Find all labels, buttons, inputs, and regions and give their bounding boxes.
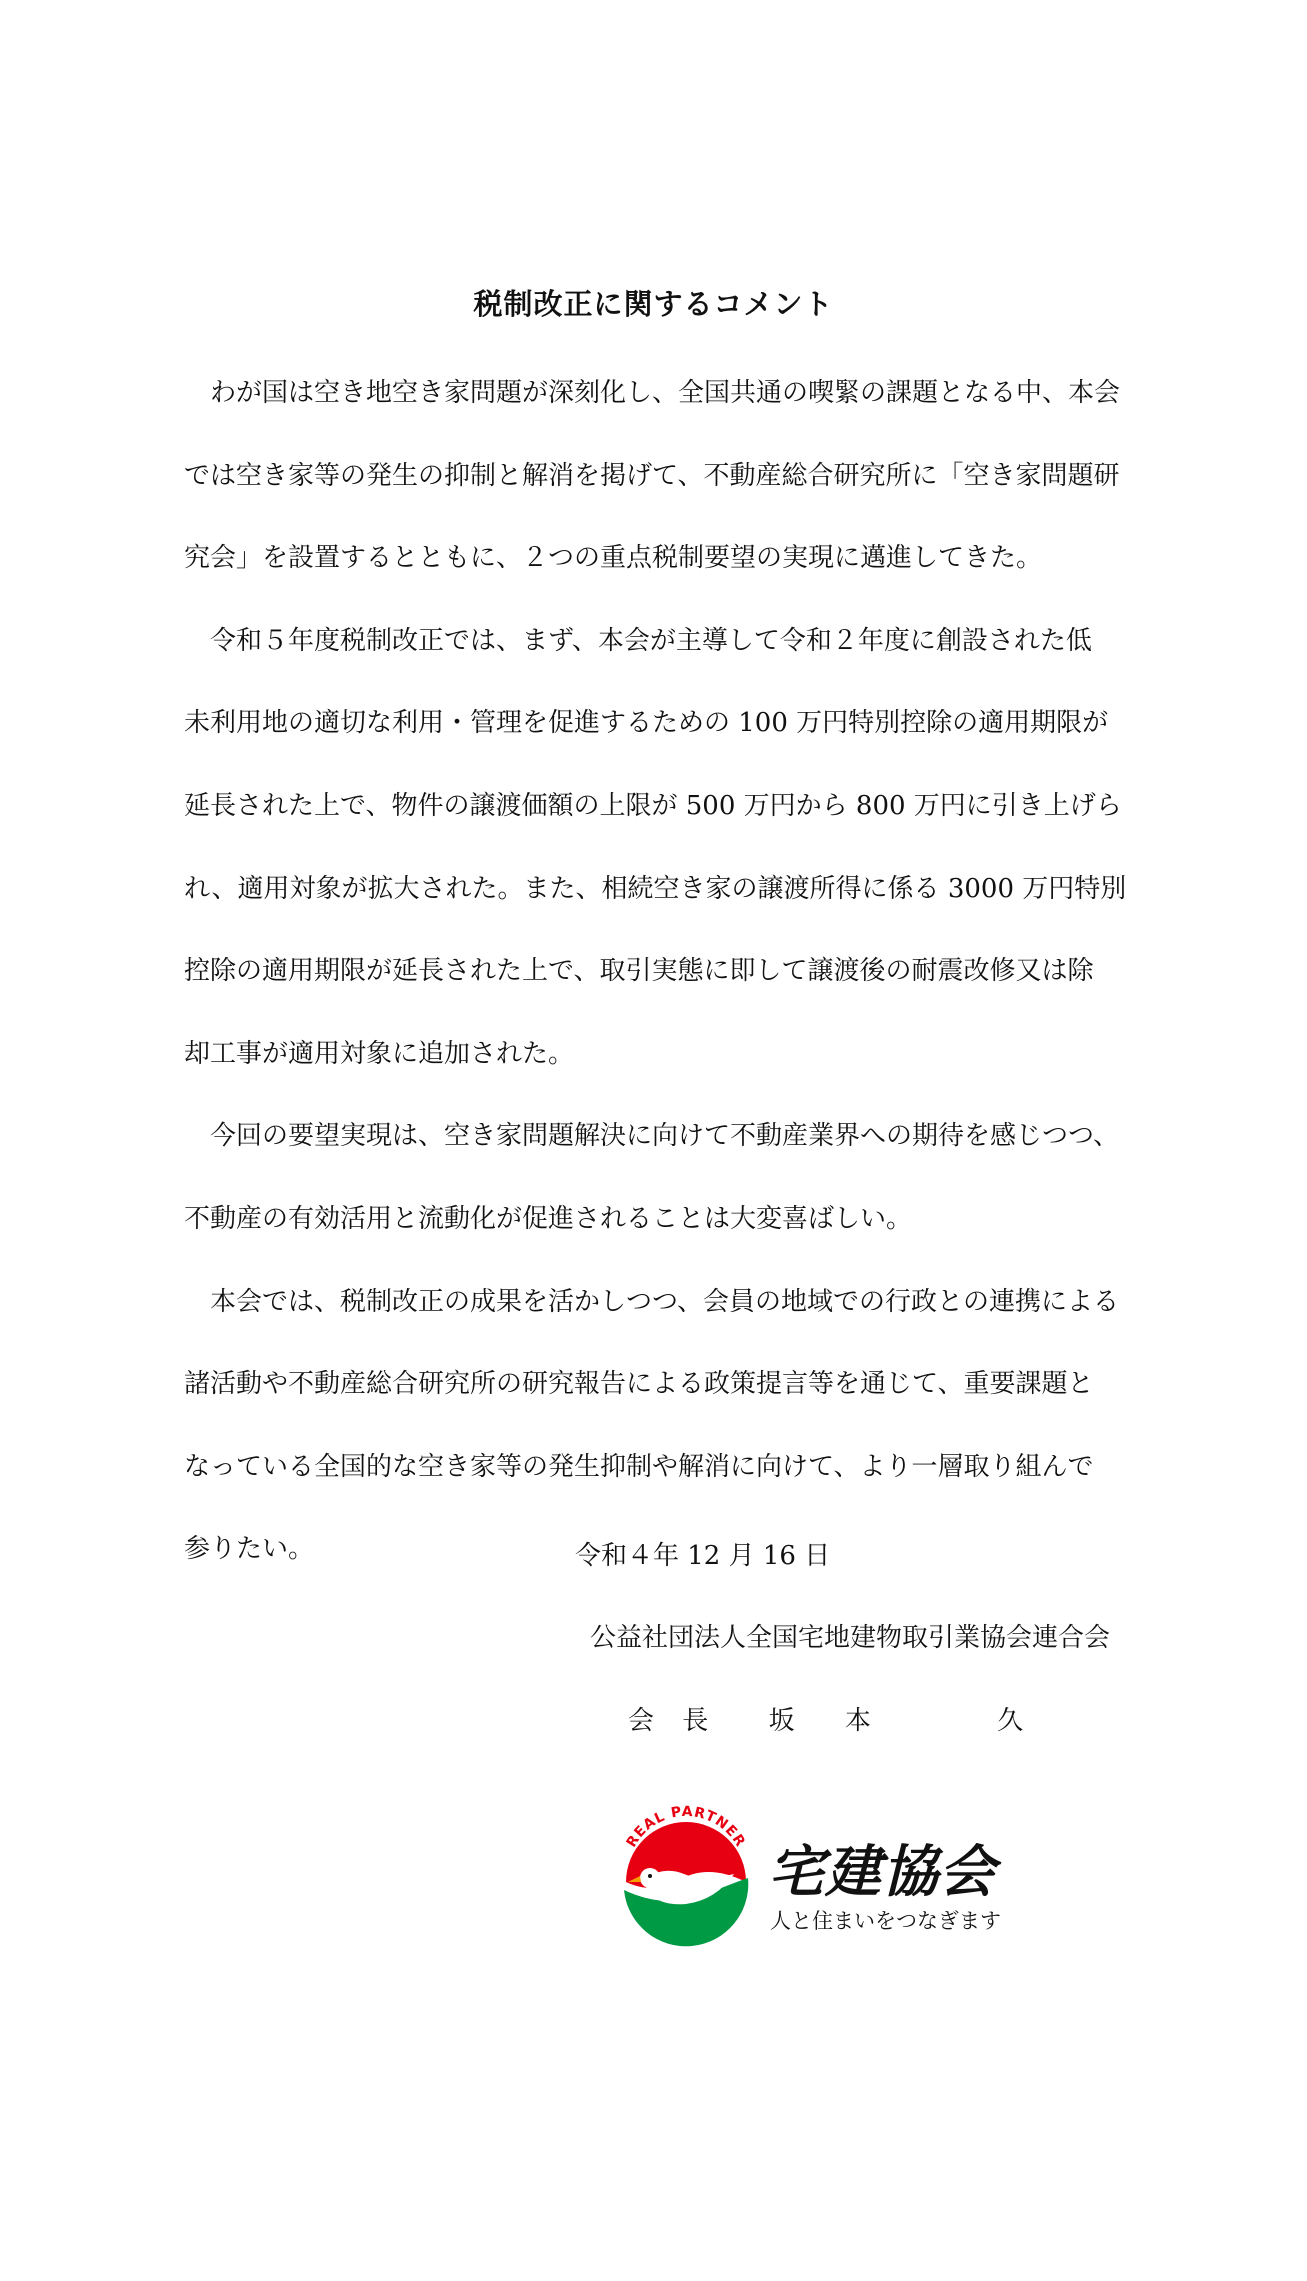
document-body — [184, 352, 1127, 1591]
text-line: わが国は空き地空き家問題が深刻化し、全国共通の喫緊の課題となる中、本会 — [210, 378, 1121, 408]
organization-name: 公益社団法人全国宅地建物取引業協会連合会 — [590, 1623, 1111, 1653]
logo-tagline: 人と住まいをつなぎます — [770, 1909, 1001, 1933]
logo-bird-eye — [648, 1874, 652, 1878]
document-title: 税制改正に関するコメント — [473, 287, 834, 321]
paragraph-3 — [184, 1095, 1124, 1260]
logo-name: 宅建協会 — [768, 1840, 996, 1905]
president-name-char: 坂 — [768, 1706, 795, 1736]
text-line: 本会では、税制改正の成果を活かしつつ、会員の地域での行政との連携による — [210, 1286, 1119, 1317]
text-line: 不動産の有効活用と流動化が促進されることは大変喜ばしい。 — [184, 1203, 913, 1234]
bird-logo-icon — [606, 1782, 766, 1962]
logo-arc-text: REAL PARTNER — [623, 1803, 749, 1851]
text-line: れ、適用対象が拡大された。また、相続空き家の譲渡所得に係る 3000 万円特別 — [184, 873, 1127, 904]
paragraph-2 — [184, 600, 1127, 1096]
president-role-char: 会 — [628, 1706, 655, 1736]
text-line: 参りたい。 — [184, 1534, 315, 1565]
text-line: 控除の適用期限が延長された上で、取引実態に即して譲渡後の耐震改修又は除 — [184, 956, 1094, 987]
text-line: 令和５年度税制改正では、まず、本会が主導して令和２年度に創設された低 — [210, 625, 1092, 656]
president-signature — [628, 1700, 1023, 1737]
text-line: なっている全国的な空き家等の発生抑制や解消に向けて、より一層取り組んで — [184, 1451, 1094, 1482]
text-line: では空き家等の発生の抑制と解消を掲げて、不動産総合研究所に「空き家問題研 — [184, 460, 1120, 491]
text-line: 究会」を設置するとともに、２つの重点税制要望の実現に邁進してきた。 — [184, 543, 1043, 574]
president-name-char: 久 — [997, 1706, 1024, 1736]
takken-kyokai-logo — [606, 1782, 1046, 1962]
president-role-char: 長 — [682, 1706, 709, 1736]
president-name-char: 本 — [844, 1706, 871, 1736]
text-line: 延長された上で、物件の譲渡価額の上限が 500 万円から 800 万円に引き上げら — [184, 790, 1122, 821]
document-date: 令和４年 12 月 16 日 — [575, 1541, 831, 1571]
paragraph-1 — [184, 352, 1124, 600]
text-line: 諸活動や不動産総合研究所の研究報告による政策提言等を通じて、重要課題と — [184, 1369, 1094, 1400]
text-line: 却工事が適用対象に追加された。 — [184, 1038, 575, 1069]
text-line: 今回の要望実現は、空き家問題解決に向けて不動産業界への期待を感じつつ、 — [210, 1121, 1119, 1152]
text-line: 未利用地の適切な利用・管理を促進するための 100 万円特別控除の適用期限が — [184, 708, 1109, 739]
